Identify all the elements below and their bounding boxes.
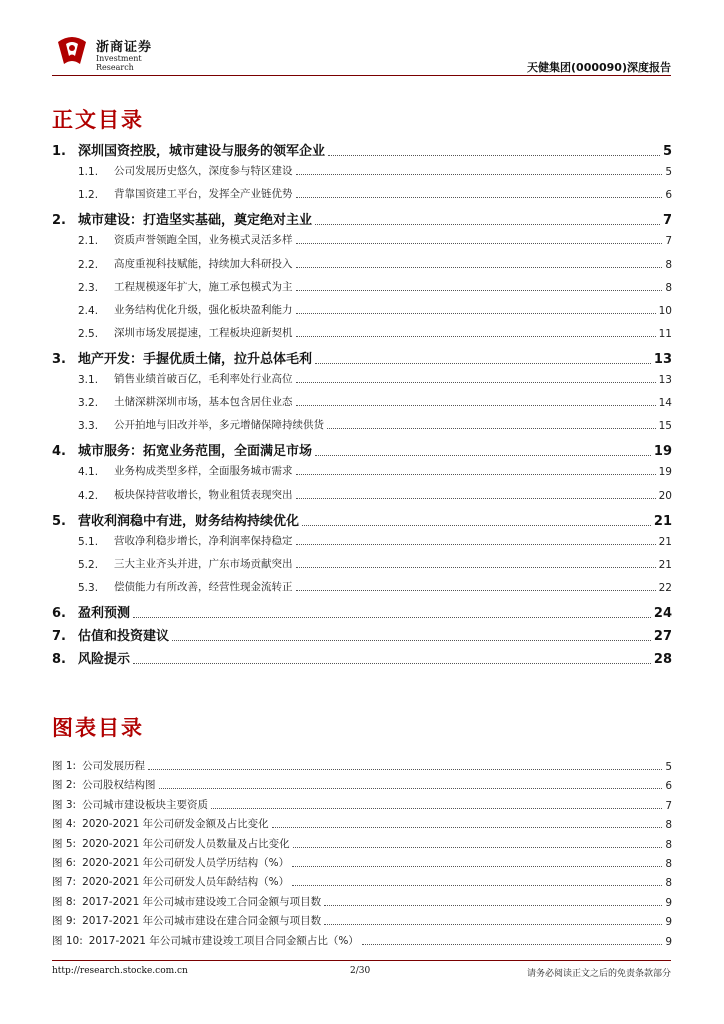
figure-entry-number: 图 4: bbox=[52, 818, 77, 831]
figure-entry[interactable] bbox=[52, 777, 672, 792]
toc-chapter-entry-text: 深圳国资控股，城市建设与服务的领军企业 bbox=[78, 144, 326, 159]
toc-section-entry[interactable] bbox=[52, 487, 672, 502]
dot-leader bbox=[315, 223, 660, 225]
figure-entry-number: 图 2: bbox=[52, 779, 77, 792]
dot-leader bbox=[296, 289, 663, 291]
dot-leader bbox=[296, 589, 656, 591]
dot-leader bbox=[296, 196, 663, 198]
figure-entry[interactable] bbox=[52, 933, 672, 948]
figure-entry-text: 公司发展历程 bbox=[82, 760, 146, 772]
toc-section-entry-number: 5.3. bbox=[78, 581, 99, 594]
toc-section-entry-text: 土储深耕深圳市场，基本包含居住业态 bbox=[114, 396, 293, 409]
dot-leader bbox=[292, 865, 662, 867]
figure-entry-page: 8 bbox=[665, 838, 672, 851]
figure-entry[interactable] bbox=[52, 855, 672, 870]
toc-section-entry[interactable] bbox=[52, 394, 672, 409]
toc-chapter-entry[interactable] bbox=[52, 140, 672, 159]
toc-section-entry[interactable] bbox=[52, 463, 672, 478]
report-title: 天健集团(000090)深度报告 bbox=[527, 61, 671, 74]
toc-section-entry-page: 6 bbox=[665, 189, 672, 202]
figure-entry-text: 2020-2021 年公司研发人员学历结构（%） bbox=[82, 857, 290, 869]
toc-section-entry-page: 22 bbox=[658, 581, 672, 594]
dot-leader bbox=[148, 768, 662, 770]
toc-section-entry-page: 20 bbox=[658, 489, 672, 502]
toc-chapter-entry-text: 城市建设：打造坚实基础，奠定绝对主业 bbox=[78, 213, 313, 229]
toc-section-entry-number: 2.4. bbox=[78, 304, 99, 317]
toc-section-entry-text: 板块保持营收增长，物业租赁表现突出 bbox=[114, 488, 293, 501]
dot-leader bbox=[296, 404, 656, 406]
figure-entry-number: 图 9: bbox=[52, 915, 77, 928]
toc-section-entry-page: 5 bbox=[665, 166, 672, 179]
dot-leader bbox=[133, 662, 651, 664]
figure-entry-number: 图 3: bbox=[52, 798, 77, 811]
dot-leader bbox=[296, 266, 663, 268]
figure-entry-text: 2020-2021 年公司研发金额及占比变化 bbox=[82, 818, 269, 831]
toc-chapter-entry[interactable] bbox=[52, 209, 672, 228]
toc-section-entry-number: 2.2. bbox=[78, 258, 99, 271]
toc-section-entry-number: 2.3. bbox=[78, 281, 99, 294]
toc-section-entry-number: 4.2. bbox=[78, 489, 99, 502]
dot-leader bbox=[296, 312, 656, 314]
toc-section-entry-text: 公开拍地与旧改并举，多元增储保障持续供货 bbox=[114, 419, 324, 432]
figure-entry-number: 图 8: bbox=[52, 895, 77, 908]
figure-entry-page: 5 bbox=[665, 761, 672, 773]
toc-section-entry-number: 2.1. bbox=[78, 235, 99, 248]
toc-section-entry-page: 13 bbox=[658, 374, 672, 386]
toc-chapter-entry-text: 营收利润稳中有进，财务结构持续优化 bbox=[78, 513, 300, 529]
figures-title: 图表目录 bbox=[52, 715, 144, 740]
toc-section-entry-page: 21 bbox=[658, 558, 672, 571]
figure-entry-page: 8 bbox=[665, 819, 672, 832]
toc-chapter-entry-number: 3. bbox=[52, 351, 66, 367]
toc-section-entry-number: 1.2. bbox=[78, 189, 99, 202]
dot-leader bbox=[324, 904, 662, 906]
toc-chapter-entry[interactable] bbox=[52, 602, 672, 621]
toc-section-entry[interactable] bbox=[52, 579, 672, 594]
toc-chapter-entry-number: 7. bbox=[52, 629, 66, 645]
toc-section-entry-number: 3.3. bbox=[78, 420, 99, 433]
toc-section-entry[interactable] bbox=[52, 163, 672, 178]
dot-leader bbox=[315, 362, 651, 364]
logo-mark-icon bbox=[54, 32, 90, 66]
toc-section-entry-page: 7 bbox=[665, 235, 672, 248]
toc-title: 正文目录 bbox=[52, 107, 144, 132]
dot-leader bbox=[296, 543, 656, 545]
toc-section-entry-page: 14 bbox=[658, 397, 672, 410]
figure-entry[interactable] bbox=[52, 758, 672, 773]
dot-leader bbox=[302, 524, 651, 526]
toc-section-entry-text: 业务结构优化升级，强化板块盈利能力 bbox=[114, 303, 293, 316]
toc-chapter-entry-number: 4. bbox=[52, 444, 66, 460]
dot-leader bbox=[211, 807, 662, 809]
dot-leader bbox=[324, 923, 662, 925]
figure-entry[interactable] bbox=[52, 874, 672, 889]
figure-entry-number: 图 5: bbox=[52, 837, 77, 850]
toc-section-entry-page: 10 bbox=[658, 304, 672, 317]
toc-section-entry[interactable] bbox=[52, 371, 672, 386]
toc-chapter-entry-page: 24 bbox=[653, 606, 672, 621]
figure-entry-text: 2020-2021 年公司研发人员年龄结构（%） bbox=[82, 876, 290, 889]
toc-section-entry-text: 高度重视科技赋能，持续加大科研投入 bbox=[114, 257, 293, 270]
toc-section-entry[interactable] bbox=[52, 279, 672, 294]
toc-section-entry[interactable] bbox=[52, 186, 672, 201]
toc-chapter-entry[interactable] bbox=[52, 625, 672, 644]
toc-section-entry-text: 深圳市场发展提速，工程板块迎新契机 bbox=[114, 326, 293, 339]
toc-section-entry-page: 21 bbox=[658, 535, 672, 548]
toc-section-entry-text: 营收净利稳步增长，净利润率保持稳定 bbox=[114, 534, 293, 547]
figure-entry[interactable] bbox=[52, 816, 672, 831]
dot-leader bbox=[296, 497, 656, 499]
dot-leader bbox=[172, 639, 651, 641]
toc-section-entry-number: 5.1. bbox=[78, 535, 99, 548]
toc-chapter-entry-number: 6. bbox=[52, 606, 66, 621]
figure-entry[interactable] bbox=[52, 836, 672, 851]
toc-chapter-entry-page: 27 bbox=[653, 629, 672, 645]
toc-chapter-entry-text: 估值和投资建议 bbox=[78, 629, 170, 645]
toc-chapter-entry-number: 2. bbox=[52, 213, 66, 229]
toc-chapter-entry-text: 地产开发：手握优质土储，拉升总体毛利 bbox=[78, 351, 313, 367]
dot-leader bbox=[159, 787, 663, 789]
toc-chapter-entry-page: 21 bbox=[653, 513, 672, 529]
toc-section-entry-text: 背靠国资建工平台，发挥全产业链优势 bbox=[114, 188, 293, 201]
toc-chapter-entry[interactable] bbox=[52, 510, 672, 529]
dot-leader bbox=[296, 173, 663, 175]
dot-leader bbox=[296, 473, 656, 475]
toc-chapter-entry-number: 5. bbox=[52, 513, 66, 529]
dot-leader bbox=[133, 616, 651, 618]
figure-entry-text: 2020-2021 年公司研发人员数量及占比变化 bbox=[82, 837, 290, 850]
dot-leader bbox=[315, 454, 651, 456]
toc-section-entry[interactable] bbox=[52, 417, 672, 432]
dot-leader bbox=[296, 381, 656, 383]
figure-entry-number: 图 10: bbox=[52, 934, 83, 947]
figure-entry-text: 2017-2021 年公司城市建设竣工合同金额与项目数 bbox=[82, 895, 322, 908]
dot-leader bbox=[293, 846, 663, 848]
figure-entry[interactable] bbox=[52, 894, 672, 909]
figure-entry-page: 9 bbox=[665, 916, 672, 929]
toc-chapter-entry-text: 风险提示 bbox=[78, 652, 131, 668]
toc-section-entry[interactable] bbox=[52, 533, 672, 548]
toc-chapter-entry-number: 8. bbox=[52, 652, 66, 668]
header-divider bbox=[52, 75, 671, 76]
toc-section-entry-text: 资质声誉领跑全国，业务模式灵活多样 bbox=[114, 234, 293, 247]
toc-section-entry-text: 三大主业齐头并进，广东市场贡献突出 bbox=[114, 557, 293, 570]
toc-section-entry-number: 4.1. bbox=[78, 466, 99, 479]
toc-section-entry[interactable] bbox=[52, 325, 672, 340]
figure-entry-number: 图 6: bbox=[52, 857, 77, 869]
dot-leader bbox=[296, 242, 663, 244]
toc-chapter-entry[interactable] bbox=[52, 348, 672, 367]
figure-entry-page: 6 bbox=[665, 780, 672, 793]
figure-entry-page: 9 bbox=[665, 935, 672, 948]
toc-section-entry-text: 公司发展历史悠久，深度参与特区建设 bbox=[114, 165, 293, 178]
figure-entry-text: 2017-2021 年公司城市建设在建合同金额与项目数 bbox=[82, 915, 322, 928]
toc-section-entry-page: 15 bbox=[658, 420, 672, 433]
dot-leader bbox=[327, 427, 656, 429]
logo-text-en: Investment Research bbox=[96, 54, 142, 72]
toc-chapter-entry-page: 28 bbox=[653, 652, 672, 668]
figure-entry[interactable] bbox=[52, 913, 672, 928]
toc-chapter-entry-number: 1. bbox=[52, 144, 66, 159]
toc-chapter-entry-page: 5 bbox=[662, 144, 672, 159]
toc-chapter-entry-page: 7 bbox=[662, 213, 672, 229]
toc-section-entry-number: 5.2. bbox=[78, 558, 99, 571]
toc-section-entry-text: 销售业绩首破百亿，毛利率处行业高位 bbox=[114, 373, 293, 385]
logo-text-cn: 浙商证券 bbox=[96, 40, 153, 55]
toc-section-entry-page: 8 bbox=[665, 281, 672, 294]
footer-divider bbox=[52, 960, 671, 961]
toc-section-entry-number: 3.2. bbox=[78, 397, 99, 410]
footer-url[interactable]: http://research.stocke.com.cn bbox=[52, 966, 188, 976]
toc-chapter-entry-page: 13 bbox=[653, 351, 672, 367]
toc-section-entry-page: 8 bbox=[665, 258, 672, 271]
toc-chapter-entry[interactable] bbox=[52, 440, 672, 459]
company-logo bbox=[54, 32, 174, 72]
toc-section-entry-text: 工程规模逐年扩大，施工承包模式为主 bbox=[114, 280, 293, 293]
figure-entry-number: 图 1: bbox=[52, 760, 77, 772]
toc-chapter-entry[interactable] bbox=[52, 648, 672, 667]
dot-leader bbox=[362, 943, 663, 945]
toc-chapter-entry-text: 城市服务：拓宽业务范围，全面满足市场 bbox=[78, 444, 313, 460]
dot-leader bbox=[292, 884, 662, 886]
toc-section-entry-number: 1.1. bbox=[78, 166, 99, 179]
dot-leader bbox=[296, 335, 656, 337]
toc-section-entry[interactable] bbox=[52, 256, 672, 271]
toc-chapter-entry-page: 19 bbox=[653, 444, 672, 460]
figure-entry-text: 公司城市建设板块主要资质 bbox=[82, 798, 209, 811]
figure-entry-page: 7 bbox=[665, 799, 672, 812]
page-number: 2/30 bbox=[350, 966, 371, 976]
dot-leader bbox=[328, 154, 660, 156]
toc-section-entry-page: 19 bbox=[658, 466, 672, 479]
figure-entry[interactable] bbox=[52, 797, 672, 812]
toc-section-entry-text: 业务构成类型多样，全面服务城市需求 bbox=[114, 465, 293, 478]
toc-section-entry-number: 2.5. bbox=[78, 327, 99, 340]
dot-leader bbox=[296, 566, 656, 568]
toc-section-entry-page: 11 bbox=[658, 327, 672, 340]
dot-leader bbox=[272, 826, 663, 828]
figure-entry-text: 2017-2021 年公司城市建设竣工项目合同金额占比（%） bbox=[88, 934, 359, 947]
toc-section-entry-number: 3.1. bbox=[78, 374, 99, 386]
figure-entry-page: 8 bbox=[665, 877, 672, 890]
figure-entry-text: 公司股权结构图 bbox=[82, 779, 156, 792]
figure-entry-page: 8 bbox=[665, 858, 672, 870]
toc-section-entry[interactable] bbox=[52, 302, 672, 317]
toc-section-entry[interactable] bbox=[52, 556, 672, 571]
disclaimer-note: 请务必阅读正文之后的免责条款部分 bbox=[526, 969, 671, 979]
toc-section-entry-text: 偿债能力有所改善，经营性现金流转正 bbox=[114, 580, 293, 593]
toc-section-entry[interactable] bbox=[52, 232, 672, 247]
figure-entry-page: 9 bbox=[665, 896, 672, 909]
toc-chapter-entry-text: 盈利预测 bbox=[78, 606, 131, 621]
figure-entry-number: 图 7: bbox=[52, 876, 77, 889]
